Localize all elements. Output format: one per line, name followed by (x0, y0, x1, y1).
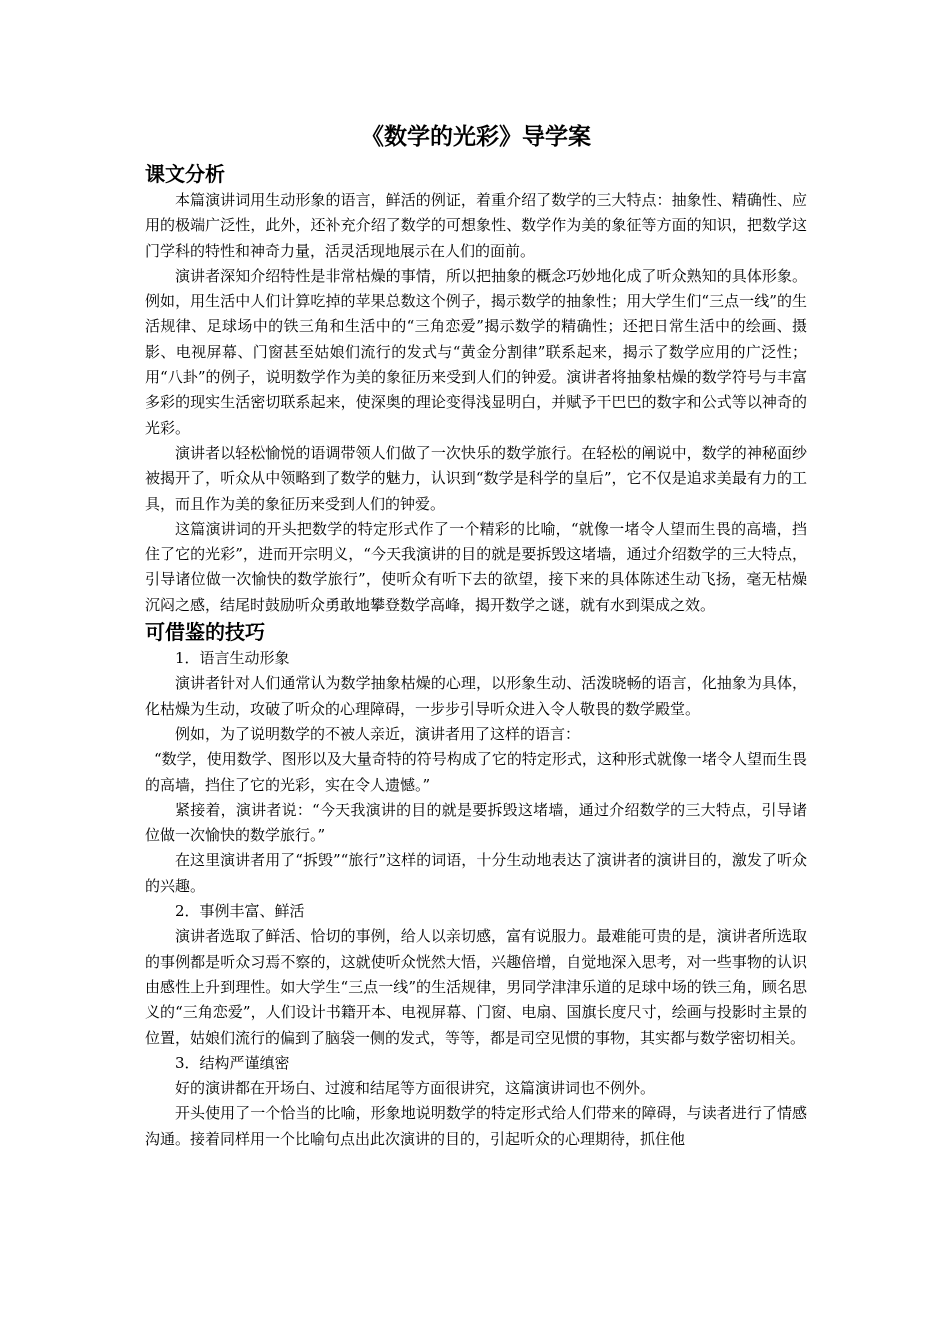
subheading-structure: 3．结构严谨缜密 (175, 1053, 290, 1072)
paragraph: 演讲者深知介绍特性是非常枯燥的事情，所以把抽象的概念巧妙地化成了听众熟知的具体形象。例如，用生活中人们计算吃掉的苹果总数这个例子，揭示数学的抽象性；用大学生们“三点一线”的生活规律、足球场中的铁三角和生活中的“三角恋爱”揭示数学的精确性；还把日常生活中的绘画、摄影、电视屏幕、门窗甚至姑娘们流行的发式与“黄金分割律”联系起来，揭示了数学应用的广泛性；用“八卦”的例子，说明数学作为美的象征历来受到人们的钟爱。演讲者将抽象枯燥的数学符号与丰富多彩的现实生活密切联系起来，使深奥的理论变得浅显明白，并赋予干巴巴的数字和公式等以神奇的光彩。 (145, 266, 807, 437)
quote-paragraph: “数学，使用数学、图形以及大量奇特的符号构成了它的特定形式，这种形式就像一堵令人望而生畏的高墙，挡住了它的光彩，实在令人遗憾。” (145, 750, 807, 794)
document-title: 《数学的光彩》导学案 (361, 123, 591, 150)
paragraph: 好的演讲都在开场白、过渡和结尾等方面很讲究，这篇演讲词也不例外。 (175, 1079, 656, 1098)
paragraph: 在这里演讲者用了“拆毁”“旅行”这样的词语，十分生动地表达了演讲者的演讲目的，激发了听众的兴趣。 (145, 851, 807, 895)
paragraph: 例如，为了说明数学的不被人亲近，演讲者用了这样的语言： (175, 724, 581, 743)
paragraph: 演讲者针对人们通常认为数学抽象枯燥的心理，以形象生动、活泼晓畅的语言，化抽象为具体，化枯燥为生动，攻破了听众的心理障碍，一步步引导听众进入令人敬畏的数学殿堂。 (145, 674, 807, 718)
paragraph: 演讲者选取了鲜活、恰切的事例，给人以亲切感，富有说服力。最难能可贵的是，演讲者所选取的事例都是听众习焉不察的，这就使听众恍然大悟，兴趣倍增，自觉地深入思考，对一些事物的认识由感性上升到理性。如大学生“三点一线”的生活规律，男同学津津乐道的足球中场的铁三角，顾名思义的“三角恋爱”，人们设计书籍开本、电视屏幕、门窗、电扇、国旗长度尺寸，绘画与投影时主景的位置，姑娘们流行的偏到了脑袋一侧的发式，等等，都是司空见惯的事物，其实都与数学密切相关。 (145, 927, 807, 1047)
subheading-examples: 2．事例丰富、鲜活 (175, 902, 305, 921)
paragraph: 这篇演讲词的开头把数学的特定形式作了一个精彩的比喻，“就像一堵令人望而生畏的高墙，挡住了它的光彩”，进而开宗明义，“今天我演讲的目的就是要拆毁这堵墙，通过介绍数学的三大特点，引导诸位做一次愉快的数学旅行”，使听众有听下去的欲望，接下来的具体陈述生动飞扬，毫无枯燥沉闷之感，结尾时鼓励听众勇敢地攀登数学高峰，揭开数学之谜，就有水到渠成之效。 (145, 519, 807, 614)
paragraph: 本篇演讲词用生动形象的语言，鲜活的例证，着重介绍了数学的三大特点：抽象性、精确性、应用的极端广泛性，此外，还补充介绍了数学的可想象性、数学作为美的象征等方面的知识，把数学这门学科的特性和神奇力量，活灵活现地展示在人们的面前。 (145, 191, 807, 260)
section-heading-techniques: 可借鉴的技巧 (145, 620, 265, 645)
paragraph: 紧接着，演讲者说：“今天我演讲的目的就是要拆毁这堵墙，通过介绍数学的三大特点，引导诸位做一次愉快的数学旅行。” (145, 800, 807, 845)
paragraph: 开头使用了一个恰当的比喻，形象地说明数学的特定形式给人们带来的障碍，与读者进行了情感沟通。接着同样用一个比喻句点出此次演讲的目的，引起听众的心理期待，抓住他 (145, 1104, 807, 1148)
paragraph: 演讲者以轻松愉悦的语调带领人们做了一次快乐的数学旅行。在轻松的阐说中，数学的神秘面纱被揭开了，听众从中领略到了数学的魅力，认识到“数学是科学的皇后”，它不仅是追求美最有力的工具，而且作为美的象征历来受到人们的钟爱。 (145, 443, 807, 513)
section-heading-text-analysis: 课文分析 (145, 162, 225, 186)
subheading-language: 1．语言生动形象 (175, 649, 290, 668)
